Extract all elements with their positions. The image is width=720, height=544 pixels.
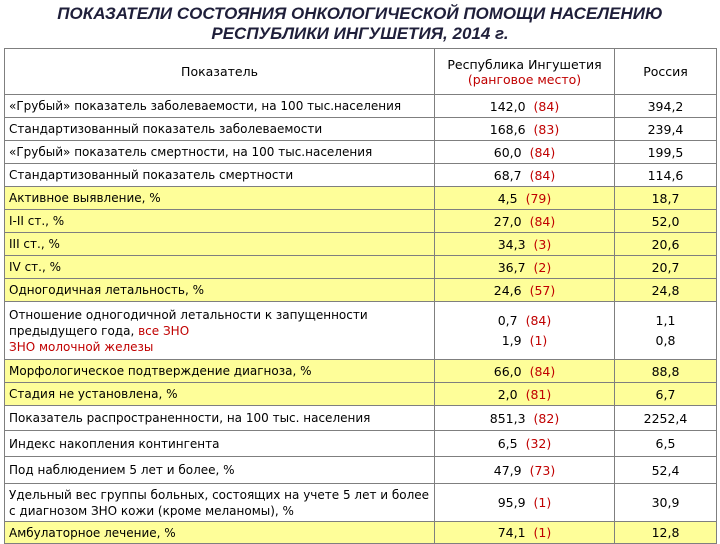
row-russia-value: 394,2 [615,95,717,118]
header-region [435,49,615,95]
header-region-name: Республика Ингушетия [447,56,602,72]
lethality-ratio-label [5,302,435,360]
row-label: IV ст., % [5,256,435,279]
row-russia-value: 18,7 [615,187,717,210]
row-region-value [435,484,615,522]
region-value: 24,6 [493,282,522,298]
lethality-ratio-russia [615,302,717,360]
row-region-value [435,256,615,279]
table-row [5,210,717,233]
region-value: 66,0 [493,363,522,379]
row-label: «Грубый» показатель заболеваемости, на 100 тыс.населения [5,95,435,118]
region-value: 68,7 [493,167,522,183]
row-region-value [435,406,615,431]
row-region-value [435,457,615,484]
row-russia-value: 24,8 [615,279,717,302]
header-row [5,49,717,95]
table-row [5,522,717,544]
region-rank: (82) [533,410,560,426]
lethality-ratio-all: все ЗНО [138,323,190,338]
row-region-value [435,141,615,164]
region-rank: (84) [533,98,560,114]
region-rank: (84) [525,312,552,328]
row-label: Индекс накопления контингента [5,431,435,457]
row-label: Стадия не установлена, % [5,383,435,406]
header-russia: Россия [615,49,717,95]
table-row [5,233,717,256]
row-russia-value: 88,8 [615,360,717,383]
table-row [5,95,717,118]
table-row [5,360,717,383]
title-line-2: РЕСПУБЛИКИ ИНГУШЕТИЯ, 2014 г. [211,24,509,43]
row-region-value [435,522,615,544]
region-rank: (81) [525,386,552,402]
lethality-ratio-region-2 [439,331,610,351]
lethality-ratio-russia-2: 0,8 [655,332,676,348]
row-label: Амбулаторное лечение, % [5,522,435,544]
row-region-value [435,279,615,302]
table-row [5,141,717,164]
region-value: 2,0 [497,386,518,402]
table-row [5,118,717,141]
lethality-ratio-region-1 [439,311,610,331]
row-label: «Грубый» показатель смертности, на 100 тыс.населения [5,141,435,164]
table-row [5,187,717,210]
row-region-value [435,118,615,141]
table-row [5,457,717,484]
table-row [5,484,717,522]
row-russia-value: 52,0 [615,210,717,233]
row-russia-value: 20,6 [615,233,717,256]
region-rank: (57) [529,282,556,298]
row-region-value [435,233,615,256]
page-title [0,4,720,44]
row-russia-value: 6,7 [615,383,717,406]
region-value: 60,0 [493,144,522,160]
region-value: 95,9 [497,495,526,510]
region-rank: (73) [529,462,556,478]
row-label: Активное выявление, % [5,187,435,210]
row-region-value [435,431,615,457]
row-label: Стандартизованный показатель заболеваемости [5,118,435,141]
row-russia-value: 12,8 [615,522,717,544]
region-rank: (83) [533,121,560,137]
row-label: Удельный вес группы больных, состоящих на учете 5 лет и более с диагнозом ЗНО кожи (кроме меланомы), % [5,484,435,522]
region-rank: (84) [529,213,556,229]
row-russia-value: 239,4 [615,118,717,141]
region-value: 4,5 [497,190,518,206]
title-line-1: ПОКАЗАТЕЛИ СОСТОЯНИЯ ОНКОЛОГИЧЕСКОЙ ПОМОЩИ НАСЕЛЕНИЮ [57,4,663,23]
row-russia-value: 114,6 [615,164,717,187]
region-value: 6,5 [497,436,518,451]
region-rank: (84) [529,167,556,183]
row-region-value [435,187,615,210]
row-region-value [435,383,615,406]
region-value: 34,3 [497,236,526,252]
row-region-value [435,164,615,187]
row-label: Морфологическое подтверждение диагноза, % [5,360,435,383]
table-row [5,406,717,431]
row-region-value [435,360,615,383]
region-rank: (79) [525,190,552,206]
region-rank: (2) [533,259,552,275]
region-rank: (1) [529,332,548,348]
region-rank: (32) [525,436,552,451]
row-russia-value: 6,5 [615,431,717,457]
row-label: III ст., % [5,233,435,256]
region-value: 47,9 [493,462,522,478]
region-value: 0,7 [497,312,518,328]
region-value: 74,1 [497,525,526,540]
header-indicator: Показатель [5,49,435,95]
region-rank: (1) [533,495,552,510]
row-russia-value: 20,7 [615,256,717,279]
row-label: Стандартизованный показатель смертности [5,164,435,187]
row-label: I-II ст., % [5,210,435,233]
region-rank: (84) [529,144,556,160]
indicators-table [4,48,717,544]
lethality-ratio-region [435,302,615,360]
region-rank: (84) [529,363,556,379]
lethality-ratio-text: Отношение одногодичной летальности к запущенности предыдущего года, [9,307,368,338]
row-russia-value: 199,5 [615,141,717,164]
row-region-value [435,210,615,233]
table-row [5,256,717,279]
region-rank: (3) [533,236,552,252]
row-label: Под наблюдением 5 лет и более, % [5,457,435,484]
region-value: 851,3 [489,410,526,426]
region-value: 36,7 [497,259,526,275]
region-value: 27,0 [493,213,522,229]
row-label: Показатель распространенности, на 100 тыс. населения [5,406,435,431]
table-row [5,383,717,406]
table-row-lethality-ratio [5,302,717,360]
row-label: Одногодичная летальность, % [5,279,435,302]
region-value: 142,0 [489,98,526,114]
row-region-value [435,95,615,118]
lethality-ratio-breast: ЗНО молочной железы [9,339,154,354]
table-row [5,164,717,187]
table-row [5,279,717,302]
row-russia-value: 2252,4 [615,406,717,431]
lethality-ratio-russia-1: 1,1 [655,312,676,328]
region-value: 168,6 [489,121,526,137]
row-russia-value: 52,4 [615,457,717,484]
header-region-rank: (ранговое место) [467,71,582,87]
region-value: 1,9 [501,332,522,348]
row-russia-value: 30,9 [615,484,717,522]
region-rank: (1) [533,525,552,540]
table-row [5,431,717,457]
